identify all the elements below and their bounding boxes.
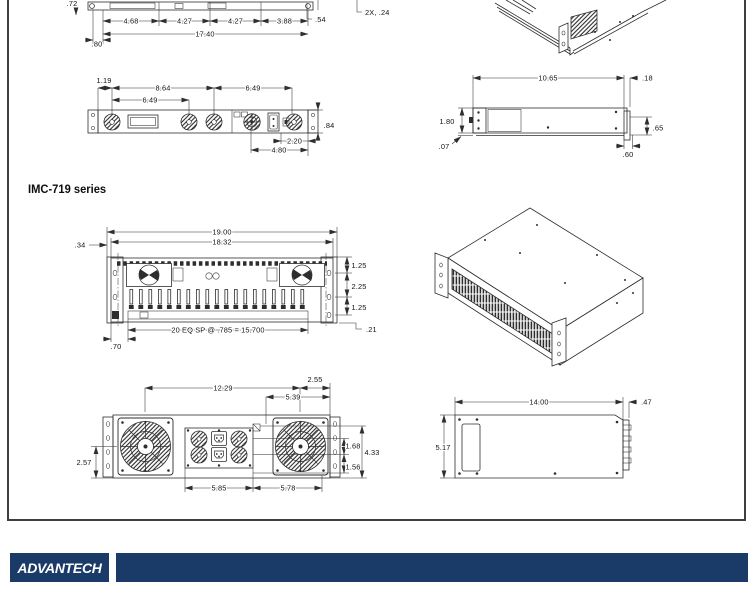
- drawing-1u-side-view: [430, 65, 695, 165]
- dim-outlet-gap: 1.68: [345, 441, 361, 451]
- dim-fan-span: 12.29: [213, 383, 233, 393]
- dim-depth: 10.65: [538, 73, 558, 83]
- chassis: [88, 110, 318, 133]
- dim-seg3: 4.27: [228, 16, 243, 26]
- dim-height: .84: [323, 121, 335, 130]
- dim-psu: 4.80: [271, 145, 287, 155]
- dim-tail: .60: [622, 150, 634, 159]
- dim-body: 18.32: [212, 237, 232, 247]
- dim-drop: .54: [315, 15, 326, 24]
- dim-span-b: 6.49: [245, 83, 261, 93]
- dim-overall: 19.00: [212, 227, 232, 237]
- chassis: [455, 415, 631, 478]
- iso-chassis: [435, 208, 643, 366]
- dim-corner: 2.55: [307, 375, 323, 384]
- dim-seg4: 3.88: [277, 16, 292, 26]
- dim-offset: .80: [91, 39, 103, 49]
- drawing-imc719-front-view: [60, 205, 400, 355]
- dim-span-c: 6.49: [142, 95, 158, 105]
- dim-ear: .47: [641, 397, 652, 407]
- dim-fan-offset: 1.19: [96, 76, 112, 85]
- iso-chassis-lines: [495, 0, 666, 55]
- page-border-right: [744, 0, 746, 521]
- dim-holes-note: 2X, .24: [365, 8, 390, 17]
- dimension-lines: [67, 0, 390, 49]
- dim-inlet: 2.20: [287, 136, 302, 146]
- chassis: [469, 108, 630, 140]
- chassis-outline: [88, 0, 318, 10]
- dim-foot: .07: [438, 142, 450, 151]
- dim-height: 5.17: [435, 443, 451, 452]
- dim-hole-mid: 2.25: [351, 282, 367, 291]
- dim-overall: 17.40: [195, 29, 215, 39]
- footer-bar: [116, 553, 748, 582]
- drawing-imc719-isometric: [425, 195, 675, 380]
- drawing-1u-front-cropped: [60, 0, 460, 54]
- section-heading: IMC-719 series: [28, 184, 107, 196]
- dim-slot-offset: .70: [110, 342, 122, 351]
- dim-span-a: 8.64: [155, 83, 171, 93]
- dim-height: 4.33: [364, 448, 380, 457]
- dim-depth: 14.00: [529, 397, 549, 407]
- drawing-1u-isometric-cropped: [470, 0, 700, 58]
- dimension-lines: [436, 397, 652, 478]
- dim-seg2: 4.27: [177, 16, 192, 26]
- dim-inner: 5.39: [285, 392, 301, 402]
- dim-fan-center: 2.57: [76, 458, 92, 467]
- dim-hole-bot: 1.25: [351, 303, 367, 312]
- advantech-logo: ADVANTECH: [10, 553, 109, 582]
- dim-seg1: 4.68: [123, 16, 139, 26]
- dim-psu-width: 5.85: [211, 483, 227, 493]
- drawing-1u-rear-view: [80, 72, 370, 167]
- dim-fan-width: 5.78: [280, 483, 296, 493]
- chassis: [107, 253, 337, 327]
- dim-ear-offset: .34: [74, 240, 86, 250]
- dim-ear: .18: [642, 73, 653, 83]
- drawing-imc719-side-view: [430, 385, 695, 500]
- dim-slots: 20 EQ SP @ .785 = 15.700: [171, 325, 265, 335]
- dim-hole-top: 1.25: [351, 261, 367, 270]
- dim-flange: .65: [652, 123, 664, 133]
- dim-height: 1.80: [439, 117, 455, 126]
- dim-partial-height: .72: [66, 0, 78, 8]
- page-border-bottom: [7, 519, 746, 521]
- dim-corner: .21: [366, 325, 377, 334]
- chassis: [103, 415, 340, 478]
- drawing-imc719-rear-view: [75, 372, 395, 507]
- dim-outlet-bot: 1.56: [345, 462, 361, 472]
- page-border-left: [7, 0, 9, 521]
